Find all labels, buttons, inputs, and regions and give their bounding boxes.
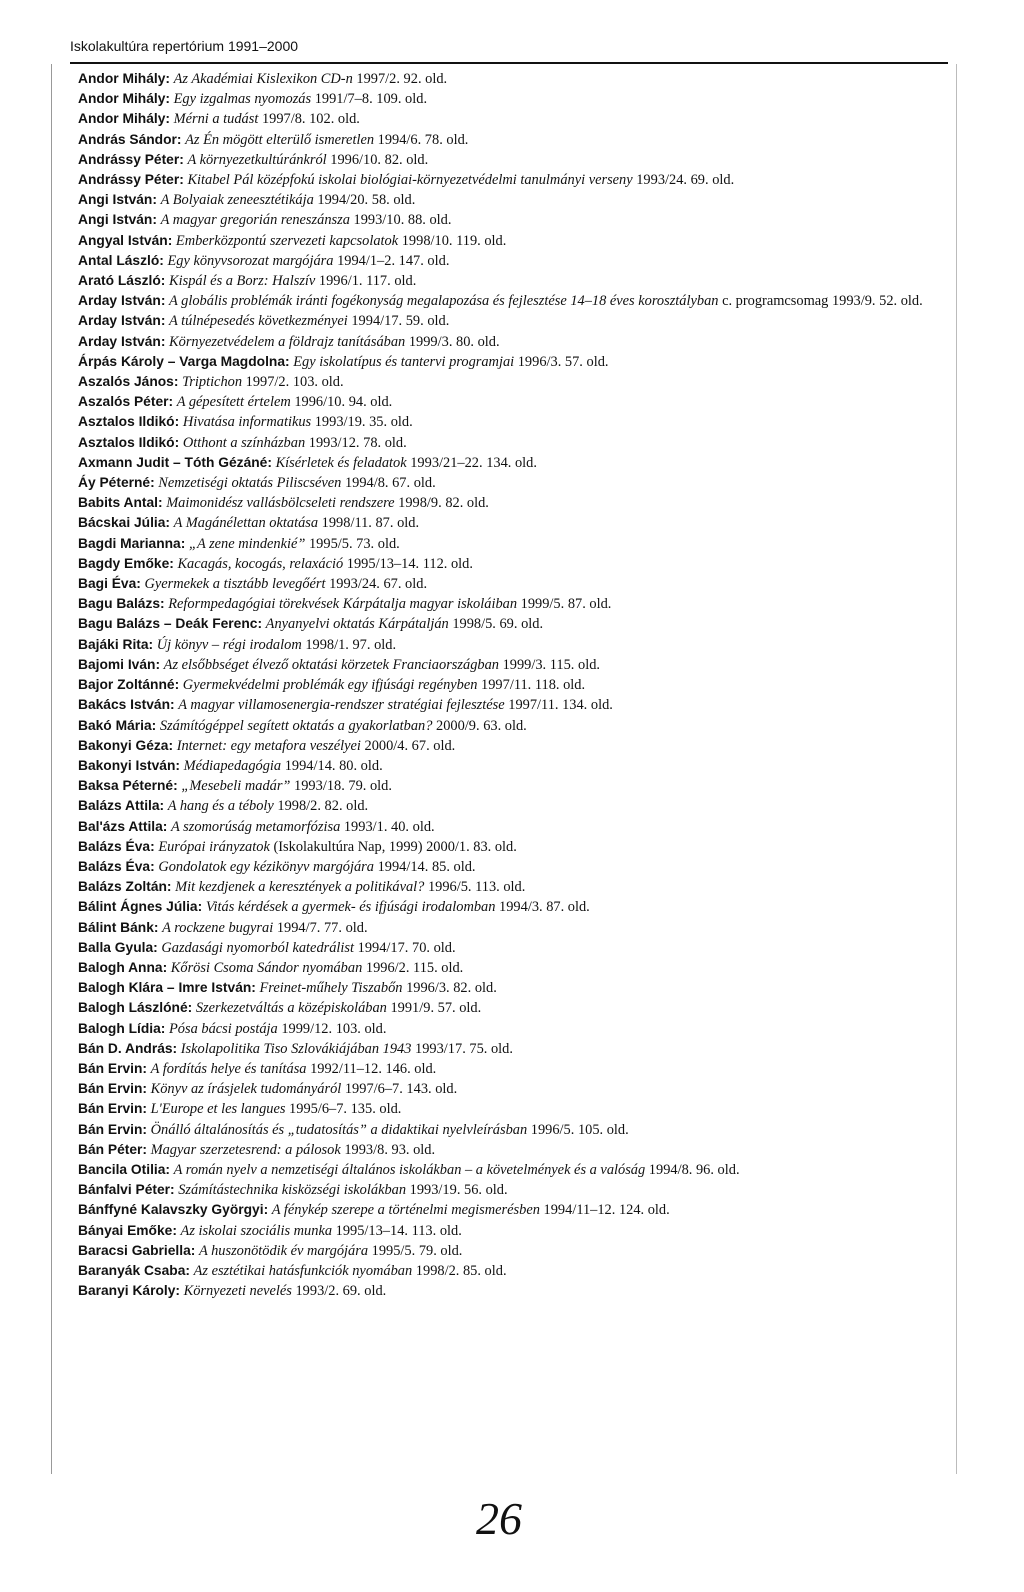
entry-author: Aszalós Péter: (78, 394, 174, 410)
entry-author: Árpás Károly – Varga Magdolna: (78, 353, 290, 369)
entry-reference: 1992/11–12. 146. old. (306, 1060, 437, 1077)
entry-title: Gazdasági nyomorból katedrálist (161, 939, 355, 956)
bibliography-entry (78, 756, 944, 776)
entry-reference: 1994/6. 78. old. (374, 131, 469, 148)
entry-title: Új könyv – régi irodalom (156, 636, 302, 653)
bibliography-entry (78, 897, 944, 917)
entry-reference: 1993/24. 69. old. (632, 172, 735, 189)
entry-author: Angi István: (78, 212, 157, 228)
entry-title: „A zene mindenkié” (188, 535, 306, 552)
entry-reference: 1998/9. 82. old. (394, 495, 489, 512)
entry-title: Környezeti nevelés (183, 1283, 292, 1300)
entry-title: A román nyelv a nemzetiségi általános iskolákban – a követelmények és a valóság (173, 1161, 646, 1178)
bibliography-entry (78, 1281, 944, 1301)
bibliography-entry (78, 1079, 944, 1099)
entry-author: Bajomi Iván: (78, 656, 161, 672)
bibliography-entry (78, 817, 944, 837)
bibliography-entry (78, 332, 944, 352)
entry-author: Baranyi Károly: (78, 1283, 180, 1299)
entry-author: Arató László: (78, 273, 166, 289)
entry-reference: 1996/10. 82. old. (326, 151, 429, 168)
bibliography-entry (78, 857, 944, 877)
entry-author: Asztalos Ildikó: (78, 434, 180, 450)
entry-author: Balázs Attila: (78, 798, 165, 814)
entry-reference: 1994/8. 96. old. (645, 1161, 740, 1178)
entry-reference: 1996/5. 113. old. (424, 879, 526, 896)
entry-author: Antal László: (78, 252, 164, 268)
entry-reference: 2000/4. 67. old. (360, 737, 456, 754)
entry-reference: 1996/5. 105. old. (527, 1121, 629, 1138)
bibliography-entry (78, 938, 944, 958)
entry-title: Önálló általánosítás és „tudatosítás” a didaktikai nyelvleírásban (150, 1121, 528, 1138)
entry-reference: 1993/24. 67. old. (325, 576, 428, 593)
entry-title: Maimonidész vallásbölcseleti rendszere (166, 495, 395, 512)
bibliography-entry (78, 69, 944, 89)
entry-reference: 1998/5. 69. old. (448, 616, 544, 633)
bibliography-entry (78, 796, 944, 816)
entry-title: A fordítás helye és tanítása (150, 1060, 307, 1077)
bibliography-entry (78, 554, 944, 574)
entry-title: Otthont a színházban (182, 434, 306, 451)
bibliography-entry (78, 251, 944, 271)
entry-author: Baranyák Csaba: (78, 1262, 190, 1278)
bibliography-entry (78, 958, 944, 978)
bibliography-entry (78, 150, 944, 170)
bibliography-entry (78, 210, 944, 230)
entry-reference: 1993/19. 56. old. (406, 1182, 508, 1199)
entry-author: Balla Gyula: (78, 939, 158, 955)
entry-author: Bálint Ágnes Júlia: (78, 899, 203, 915)
entry-author: Angi István: (78, 192, 157, 208)
entry-reference: 1994/14. 80. old. (281, 757, 383, 774)
entry-reference: 1998/2. 85. old. (412, 1262, 507, 1279)
entry-author: Balogh Anna: (78, 959, 168, 975)
entry-reference: 1997/8. 102. old. (258, 111, 360, 128)
entry-reference: 1997/2. 103. old. (242, 374, 344, 391)
entry-author: Bánffyné Kalavszky Györgyi: (78, 1202, 269, 1218)
entry-title: Reformpedagógiai törekvések Kárpátalja magyar iskoláiban (168, 596, 518, 613)
entry-author: Andor Mihály: (78, 71, 170, 86)
bibliography-entry (78, 837, 944, 857)
entry-title: Gyermekvédelmi problémák egy ifjúsági regényben (182, 677, 478, 694)
bibliography-entry (78, 614, 944, 634)
entry-reference: 1997/11. 134. old. (504, 697, 613, 714)
entry-title: Kitabel Pál középfokú iskolai biológiai-környezetvédelmi tanulmányi verseny (187, 172, 633, 189)
entry-title: A Magánélettan oktatása (173, 515, 319, 532)
bibliography-entry (78, 433, 944, 453)
entry-author: Bán D. András: (78, 1040, 178, 1056)
entry-title: Kísérletek és feladatok (275, 454, 407, 471)
entry-reference: 1995/6–7. 135. old. (285, 1101, 402, 1118)
entry-reference: 1996/10. 94. old. (290, 394, 393, 411)
entry-reference: 1994/1–2. 147. old. (333, 252, 450, 269)
entry-author: Bajáki Rita: (78, 636, 154, 652)
entry-author: Bancila Otilia: (78, 1161, 171, 1177)
entry-author: Andrássy Péter: (78, 172, 184, 188)
entry-reference: 1994/8. 67. old. (341, 475, 436, 492)
entry-title: Kőrösi Csoma Sándor nyomában (170, 959, 363, 976)
entry-title: Az iskolai szociális munka (180, 1222, 333, 1239)
entry-reference: 1998/2. 82. old. (273, 798, 369, 815)
bibliography-entry (78, 291, 944, 311)
entry-title: A rockzene bugyrai (162, 919, 274, 936)
bibliography-entry (78, 918, 944, 938)
entry-reference: 1993/17. 75. old. (411, 1040, 513, 1057)
entry-title: Könyv az írásjelek tudományáról (150, 1081, 342, 1098)
entry-reference: 1991/9. 57. old. (386, 1000, 482, 1017)
entry-title: A Bolyaiak zeneesztétikája (160, 192, 314, 209)
entry-title: Magyar szerzetesrend: a pálosok (150, 1141, 341, 1158)
bibliography-entry (78, 473, 944, 493)
entry-title: Az esztétikai hatásfunkciók nyomában (193, 1262, 413, 1279)
entry-title: A magyar gregorián reneszánsza (160, 212, 350, 229)
entry-reference: 1998/10. 119. old. (398, 232, 507, 249)
entry-reference: 1995/5. 73. old. (305, 535, 400, 552)
bibliography-entry (78, 736, 944, 756)
bibliography-entry (78, 1261, 944, 1281)
entry-author: Angyal István: (78, 232, 173, 248)
entry-title: A környezetkultúránkról (187, 151, 327, 168)
bibliography-entry (78, 130, 944, 150)
bibliography-entry (78, 109, 944, 129)
entry-title: A túlnépesedés következményei (169, 313, 348, 330)
entry-reference: 1997/6–7. 143. old. (341, 1081, 458, 1098)
entry-title: Hivatása informatikus (182, 414, 312, 431)
entry-reference: 1999/3. 115. old. (498, 656, 600, 673)
entry-title: A szomorúság metamorfózisa (171, 818, 341, 835)
entry-author: Balogh Klára – Imre István: (78, 980, 256, 996)
running-header: Iskolakultúra repertórium 1991–2000 (70, 38, 299, 54)
entry-author: Andrássy Péter: (78, 151, 184, 167)
entry-author: Bányai Emőke: (78, 1222, 177, 1238)
entry-author: Bajor Zoltánné: (78, 677, 180, 693)
bibliography-entry (78, 716, 944, 736)
entry-author: Bán Péter: (78, 1141, 148, 1157)
bibliography-entry (78, 695, 944, 715)
entry-title: Kispál és a Borz: Halszív (169, 273, 316, 290)
entry-reference: 1993/18. 79. old. (290, 778, 392, 795)
entry-title: Európai irányzatok (158, 838, 270, 855)
entry-title: Számítástechnika kisközségi iskolákban (178, 1182, 407, 1199)
entry-author: Balázs Zoltán: (78, 879, 172, 895)
entry-reference: 1997/11. 118. old. (477, 677, 586, 694)
entry-author: Bácskai Júlia: (78, 515, 171, 531)
entry-reference: 1994/11–12. 124. old. (539, 1202, 670, 1219)
bibliography-entry (78, 1039, 944, 1059)
bibliography-entry (78, 675, 944, 695)
entry-author: Balogh Lídia: (78, 1020, 166, 1036)
entry-reference: 1994/3. 87. old. (495, 899, 590, 916)
entry-author: Aszalós János: (78, 374, 179, 390)
bibliography-entry (78, 1180, 944, 1200)
bibliography-entry (78, 594, 944, 614)
entry-reference: 2000/9. 63. old. (432, 717, 527, 734)
entry-author: Bakó Mária: (78, 717, 157, 733)
entry-title: Az Én mögött elterülő ismeretlen (185, 131, 375, 148)
entry-author: Bakonyi István: (78, 757, 180, 773)
entry-title: Egy iskolatípus és tantervi programjai (293, 353, 515, 370)
entry-title: Egy könyvsorozat margójára (167, 252, 334, 269)
entry-title: A magyar villamosenergia-rendszer stratégiai fejlesztése (178, 697, 505, 714)
bibliography-entry (78, 89, 944, 109)
entry-title: Nemzetiségi oktatás Piliscséven (158, 475, 342, 492)
bibliography-entry (78, 392, 944, 412)
entry-reference: 1993/2. 69. old. (291, 1283, 387, 1300)
entry-reference: 1993/19. 35. old. (311, 414, 413, 431)
entry-reference: 1991/7–8. 109. old. (311, 91, 428, 108)
entry-author: Baracsi Gabriella: (78, 1242, 196, 1258)
bibliography-entry (78, 493, 944, 513)
entry-title: Internet: egy metafora veszélyei (176, 737, 361, 754)
entry-reference: 1995/13–14. 113. old. (332, 1222, 462, 1239)
bibliography-entry (78, 534, 944, 554)
entry-reference: 1999/5. 87. old. (517, 596, 612, 613)
entry-author: Bán Ervin: (78, 1081, 147, 1097)
entry-reference: 1993/10. 88. old. (349, 212, 452, 229)
entry-author: Bánfalvi Péter: (78, 1182, 175, 1198)
bibliography-entry (78, 1099, 944, 1119)
entry-author: Babits Antal: (78, 495, 163, 511)
entry-reference: 1996/3. 57. old. (514, 353, 609, 370)
entry-reference: 1994/17. 59. old. (347, 313, 450, 330)
entry-title: A huszonötödik év margójára (198, 1242, 369, 1259)
entry-title: Környezetvédelem a földrajz tanításában (169, 333, 406, 350)
entry-reference: (Iskolakultúra Nap, 1999) 2000/1. 83. old. (269, 838, 517, 855)
entry-title: Gondolatok egy kézikönyv margójára (158, 858, 374, 875)
bibliography-entry (78, 513, 944, 533)
entry-author: Andor Mihály: (78, 91, 170, 107)
entry-author: Bálint Bánk: (78, 919, 159, 935)
entry-title: A globális problémák iránti fogékonyság megalapozása és fejlesztése 14–18 éves korosztályban (169, 293, 719, 310)
entry-author: Bán Ervin: (78, 1060, 147, 1076)
entry-title: Freinet-műhely Tiszabőn (259, 980, 403, 997)
entry-title: Triptichon (182, 374, 243, 391)
entry-title: Egy izgalmas nyomozás (173, 91, 312, 108)
entry-reference: 1993/21–22. 134. old. (406, 454, 537, 471)
bibliography-entry (78, 190, 944, 210)
entry-reference: 1998/11. 87. old. (318, 515, 420, 532)
entry-author: Bán Ervin: (78, 1121, 147, 1137)
bibliography-entry (78, 978, 944, 998)
entry-author: Andor Mihály: (78, 111, 170, 127)
bibliography-entry (78, 1221, 944, 1241)
entry-author: Áy Péterné: (78, 475, 155, 491)
entry-author: András Sándor: (78, 131, 182, 147)
entry-author: Arday István: (78, 293, 166, 309)
entry-reference: 1996/2. 115. old. (362, 959, 464, 976)
header-rule (70, 62, 948, 64)
entry-title: Iskolapolitika Tiso Szlovákiájában 1943 (180, 1040, 412, 1057)
entry-title: Vitás kérdések a gyermek- és ifjúsági irodalomban (205, 899, 496, 916)
bibliography-entry (78, 574, 944, 594)
entry-reference: 1996/1. 117. old. (315, 273, 417, 290)
bibliography-entry (78, 655, 944, 675)
entry-reference: 1994/14. 85. old. (373, 858, 476, 875)
entry-title: Az Akadémiai Kislexikon CD-n (173, 71, 353, 87)
entry-author: Bán Ervin: (78, 1101, 147, 1117)
right-margin-line (956, 64, 957, 1474)
entry-reference: 1995/13–14. 112. old. (343, 555, 473, 572)
entry-reference: 1999/3. 80. old. (405, 333, 500, 350)
entry-reference: c. programcsomag 1993/9. 52. old. (718, 293, 923, 310)
bibliography-entry (78, 635, 944, 655)
entry-title: L'Europe et les langues (150, 1101, 286, 1118)
bibliography-entry (78, 998, 944, 1018)
entry-author: Arday István: (78, 333, 166, 349)
bibliography-entry (78, 776, 944, 796)
entry-title: A gépesített értelem (176, 394, 291, 411)
entry-title: Szerkezetváltás a középiskolában (195, 1000, 387, 1017)
entry-title: Gyermekek a tisztább levegőért (144, 576, 326, 593)
bibliography-entry (78, 1059, 944, 1079)
bibliography-entry (78, 271, 944, 291)
bibliography-entry (78, 412, 944, 432)
entry-title: A fénykép szerepe a történelmi megismerésben (271, 1202, 540, 1219)
bibliography-entry (78, 453, 944, 473)
entry-author: Asztalos Ildikó: (78, 414, 180, 430)
bibliography-entry (78, 1120, 944, 1140)
entry-author: Bagu Balázs: (78, 596, 165, 612)
entry-title: A hang és a téboly (167, 798, 274, 815)
entry-author: Bagi Éva: (78, 576, 141, 592)
bibliography-entry (78, 877, 944, 897)
entry-title: Pósa bácsi postája (169, 1020, 278, 1037)
bibliography-entry (78, 311, 944, 331)
entry-author: Axmann Judit – Tóth Gézáné: (78, 454, 272, 470)
page-number: 26 (476, 1493, 522, 1544)
entry-author: Bagdy Emőke: (78, 555, 174, 571)
entry-author: Bagu Balázs – Deák Ferenc: (78, 616, 263, 632)
entry-author: Bagdi Marianna: (78, 535, 186, 551)
entry-author: Baksa Péterné: (78, 778, 178, 794)
entry-reference: 1993/12. 78. old. (305, 434, 407, 451)
bibliography-entry (78, 1019, 944, 1039)
entry-title: „Mesebeli madár” (181, 778, 291, 795)
entry-reference: 1999/12. 103. old. (277, 1020, 387, 1037)
entry-reference: 1994/20. 58. old. (313, 192, 416, 209)
entry-author: Balázs Éva: (78, 858, 155, 874)
entry-reference: 1995/5. 79. old. (368, 1242, 463, 1259)
entry-reference: 1996/3. 82. old. (402, 980, 497, 997)
bibliography-entry (78, 170, 944, 190)
entry-reference: 1993/8. 93. old. (340, 1141, 436, 1158)
left-margin-line (51, 64, 52, 1474)
entry-title: Számítógéppel segített oktatás a gyakorlatban? (159, 717, 433, 734)
bibliography-entry (78, 1241, 944, 1261)
entry-reference: 1998/1. 97. old. (301, 636, 397, 653)
bibliography-entry (78, 1200, 944, 1220)
entry-title: Mit kezdjenek a keresztények a politikával? (175, 879, 425, 896)
entry-author: Arday István: (78, 313, 166, 329)
entry-author: Balogh Lászlóné: (78, 1000, 193, 1016)
entry-author: Bakonyi Géza: (78, 737, 174, 753)
bibliography-entry (78, 231, 944, 251)
entry-reference: 1994/7. 77. old. (273, 919, 368, 936)
entry-reference: 1997/2. 92. old. (352, 71, 448, 87)
entry-title: Kacagás, kocogás, relaxáció (177, 555, 344, 572)
entry-title: Médiapedagógia (183, 757, 282, 774)
bibliography-entry (78, 352, 944, 372)
bibliography-entry (78, 1140, 944, 1160)
entry-author: Balázs Éva: (78, 838, 155, 854)
entry-author: Bal'ázs Attila: (78, 818, 168, 834)
entry-reference: 1993/1. 40. old. (340, 818, 435, 835)
bibliography-entry (78, 1160, 944, 1180)
entry-title: Anyanyelvi oktatás Kárpátalján (265, 616, 449, 633)
entry-author: Bakács István: (78, 697, 175, 713)
entry-title: Az elsőbbséget élvező oktatási körzetek Franciaországban (163, 656, 499, 673)
bibliography-list (78, 69, 944, 1301)
entry-reference: 1994/17. 70. old. (354, 939, 456, 956)
entry-title: Mérni a tudást (173, 111, 259, 128)
entry-title: Emberközpontú szervezeti kapcsolatok (175, 232, 399, 249)
bibliography-entry (78, 372, 944, 392)
